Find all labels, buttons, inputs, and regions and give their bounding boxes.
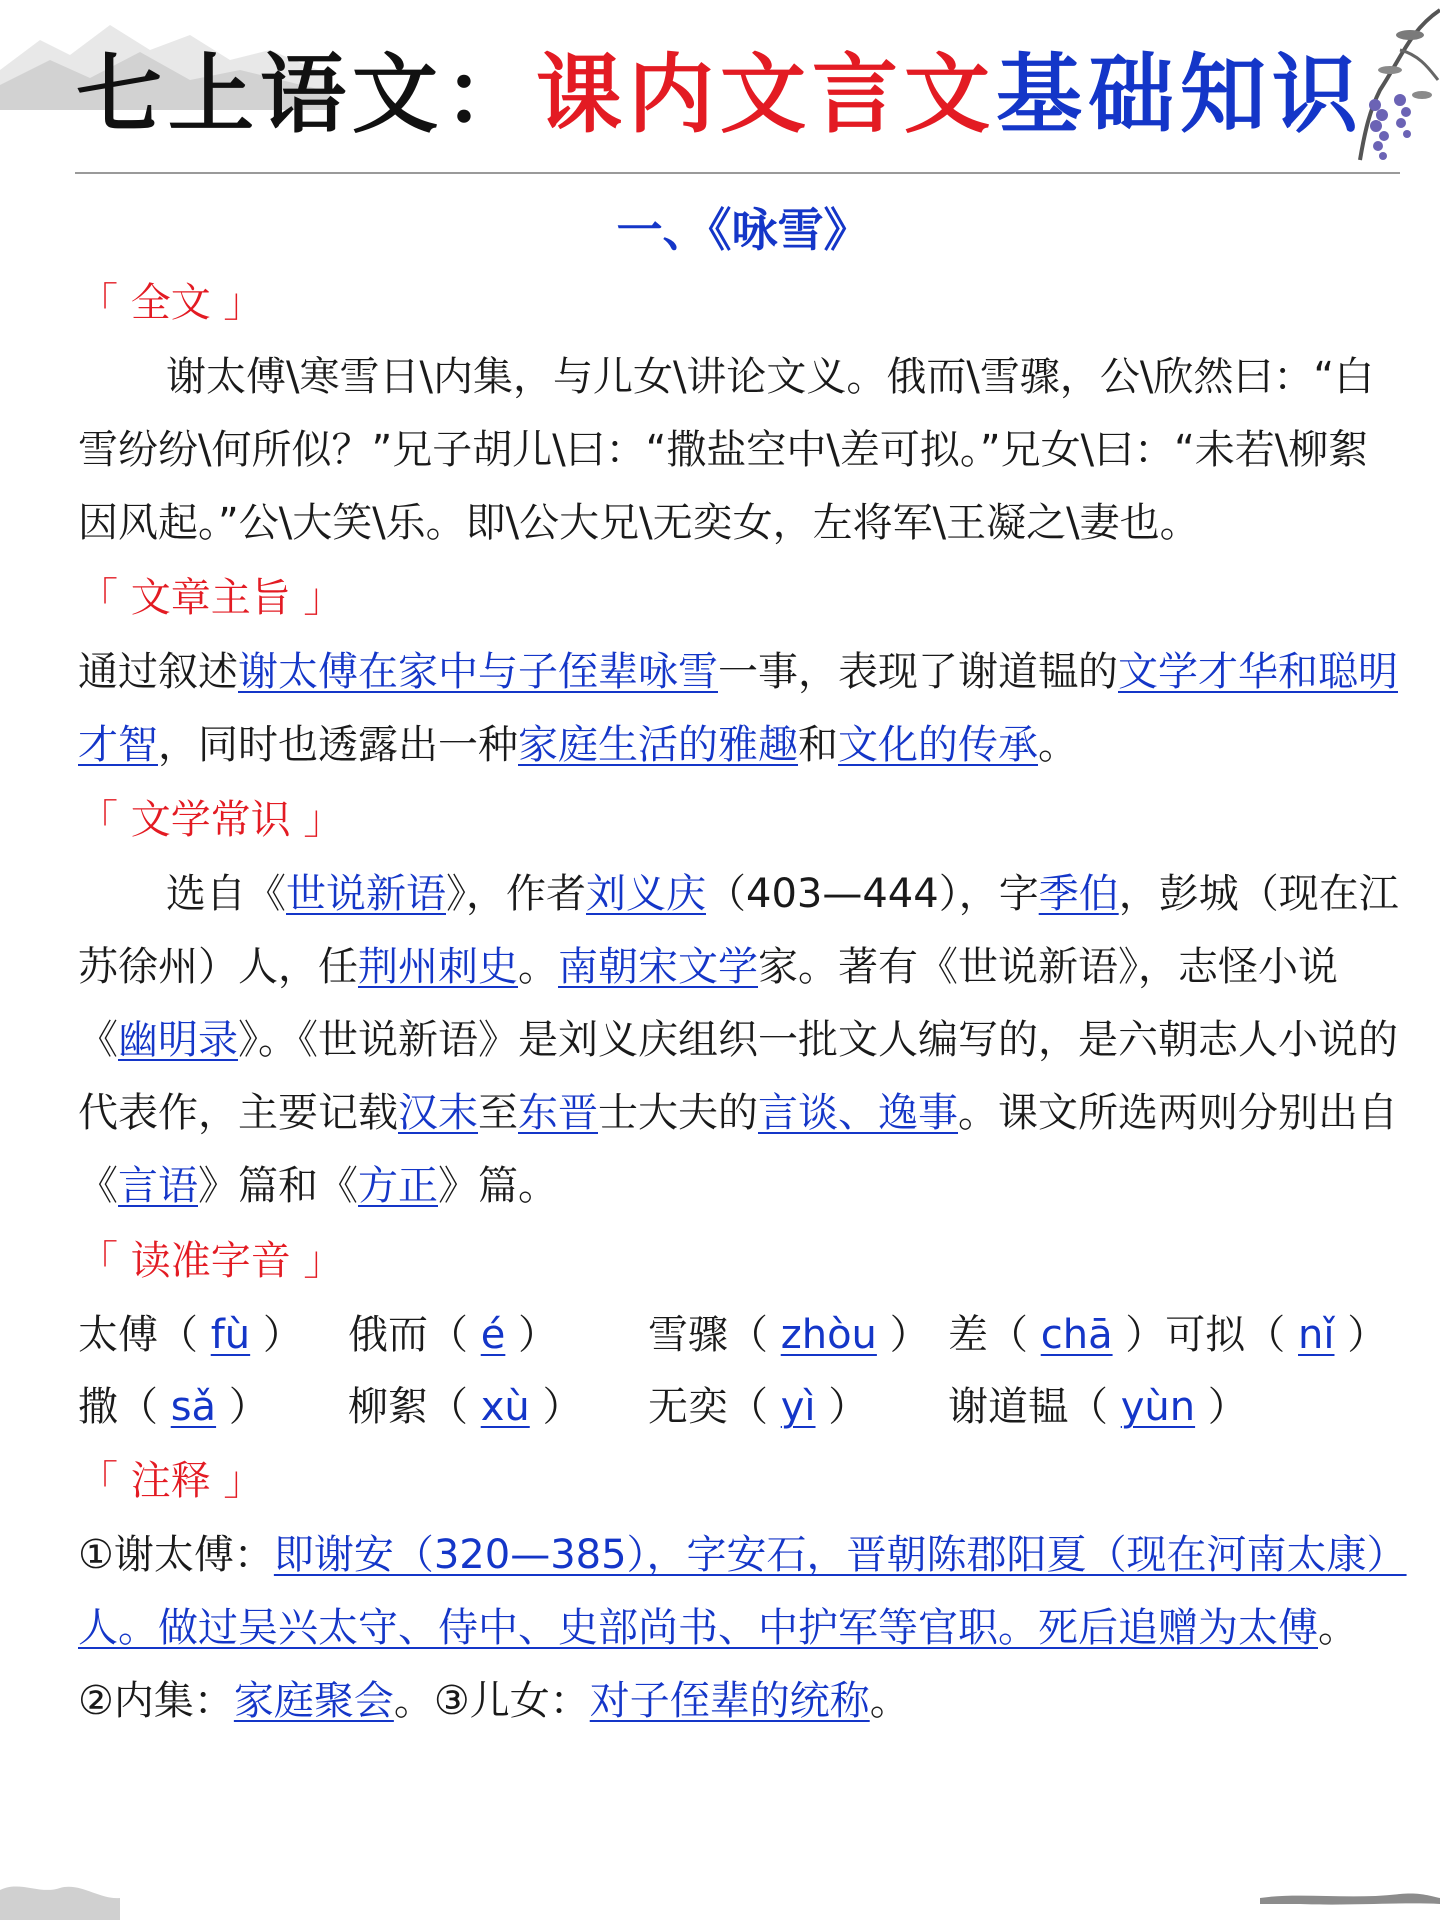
text: 通过叙述 — [78, 649, 238, 695]
key-phrase: 东晋 — [518, 1090, 598, 1136]
pinyin-item: 谢道韫（ yùn ） — [948, 1384, 1248, 1430]
note-text: 对子侄辈的统称 — [589, 1678, 870, 1724]
pinyin: chā — [1040, 1312, 1113, 1358]
text: 》篇。 — [438, 1163, 558, 1209]
text: 》，作者 — [446, 871, 586, 917]
text: 士大夫的 — [598, 1090, 758, 1136]
key-phrase: 荆州刺史 — [358, 944, 518, 990]
key-phrase: 季伯 — [1038, 871, 1119, 917]
text: 。 — [518, 944, 558, 990]
key-phrase: 南朝宋文学 — [558, 944, 758, 990]
word: 雪骤 — [648, 1312, 728, 1358]
key-phrase: 文学才华和聪明才智 — [78, 649, 1398, 768]
key-phrase: 言语 — [118, 1163, 198, 1209]
pinyin: zhòu — [780, 1312, 877, 1358]
key-phrase: 家庭生活的雅趣 — [518, 722, 798, 768]
text: 家。著有《世说新语》，志怪小说《 — [78, 944, 1338, 1063]
pinyin-item: 太傅（ fù ） — [78, 1312, 303, 1358]
key-phrase: 谢太傅在家中与子侄辈咏雪 — [238, 649, 718, 695]
note-label: ②内集： — [78, 1678, 234, 1724]
pinyin: nǐ — [1298, 1312, 1335, 1358]
note-label: ③儿女： — [433, 1678, 590, 1724]
note-2-3 — [78, 1665, 1408, 1738]
pinyin-item: 差（ chā ）可拟（ nǐ ） — [948, 1312, 1388, 1358]
title-part-knowledge: 基础知识 — [996, 44, 1364, 145]
word: 俄而 — [348, 1312, 428, 1358]
word: 撒 — [78, 1384, 118, 1430]
pinyin: yùn — [1120, 1384, 1196, 1430]
text: 》。《世说新语》是刘义庆组织一批文人编写的，是六朝志人小说的代表作，主要记载 — [78, 1017, 1398, 1136]
heading-theme: 「 文章主旨 」 — [78, 575, 344, 621]
pinyin: xù — [480, 1384, 530, 1430]
text: 选自《 — [166, 871, 286, 917]
key-phrase: 言谈、逸事 — [758, 1090, 958, 1136]
page-title — [0, 40, 1440, 150]
section-title: 一、《咏雪》 — [616, 203, 870, 257]
title-divider — [75, 172, 1400, 174]
full-text-paragraph: 谢太傅\寒雪日\内集，与儿女\讲论文义。俄而\雪骤，公\欣然曰：“白雪纷纷\何所似？”兄子胡儿\曰：“撒盐空中\差可拟。”兄女\曰：“未若\柳絮因风起。”公\大笑\乐。即\公大兄\无奕女，左将军\王凝之\妻也。 — [78, 354, 1375, 546]
heading-full-text: 「 全文 」 — [78, 280, 264, 326]
pinyin: yì — [780, 1384, 816, 1430]
note-label: ①谢太傅： — [78, 1532, 274, 1578]
pinyin-item: 撒（ sǎ ） — [78, 1384, 269, 1430]
text: ，彭城（现在江苏徐州）人，任 — [78, 871, 1399, 990]
text: （403—444），字 — [706, 871, 1039, 917]
text: 一事，表现了谢道韫的 — [718, 649, 1118, 695]
pinyin: fù — [210, 1312, 251, 1358]
pinyin-grid — [78, 1299, 1408, 1443]
word: 可拟 — [1165, 1312, 1246, 1358]
word: 差 — [948, 1312, 988, 1358]
ink-brush-decoration — [0, 1850, 120, 1920]
word: 谢道韫 — [948, 1384, 1068, 1430]
heading-notes: 「 注释 」 — [78, 1458, 264, 1504]
key-phrase: 刘义庆 — [586, 871, 706, 917]
key-phrase: 方正 — [358, 1163, 438, 1209]
pinyin-item: 无奕（ yì ） — [648, 1384, 869, 1430]
theme-paragraph — [78, 636, 1408, 782]
ink-brush-decoration — [1260, 1870, 1440, 1920]
key-phrase: 文化的传承 — [838, 722, 1038, 768]
word: 太傅 — [78, 1312, 158, 1358]
heading-pronunciation: 「 读准字音 」 — [78, 1238, 344, 1284]
text: ，同时也透露出一种 — [158, 722, 518, 768]
key-phrase: 汉末 — [398, 1090, 478, 1136]
note-text: 即谢安（320—385），字安石，晋朝陈郡阳夏（现在河南太康）人。做过吴兴太守、侍中、史部尚书、中护军等官职。死后追赠为太傅 — [78, 1532, 1407, 1651]
text: 至 — [478, 1090, 518, 1136]
literature-paragraph — [78, 858, 1408, 1223]
text: 》篇和《 — [198, 1163, 358, 1209]
key-phrase: 世说新语 — [286, 871, 446, 917]
key-phrase: 幽明录 — [118, 1017, 238, 1063]
title-part-grade: 七上语文： — [76, 44, 536, 145]
pinyin-item: 俄而（ é ） — [348, 1312, 559, 1358]
note-1 — [78, 1519, 1408, 1665]
text: 。 — [1318, 1605, 1358, 1651]
word: 无奕 — [648, 1384, 728, 1430]
text: 。课文所选两则分别出自《 — [78, 1090, 1398, 1209]
pinyin: é — [480, 1312, 506, 1358]
note-text: 家庭聚会 — [233, 1678, 394, 1724]
title-part-topic: 课内文言文 — [536, 44, 996, 145]
main-content — [78, 195, 1408, 1738]
text: 。 — [869, 1678, 910, 1724]
text: 。 — [1038, 722, 1078, 768]
word: 柳絮 — [348, 1384, 428, 1430]
text: 。 — [393, 1678, 434, 1724]
pinyin-item: 柳絮（ xù ） — [348, 1384, 583, 1430]
heading-literature: 「 文学常识 」 — [78, 797, 344, 843]
text: 和 — [798, 722, 838, 768]
pinyin-item: 雪骤（ zhòu ） — [648, 1312, 930, 1358]
pinyin: sǎ — [170, 1384, 217, 1430]
